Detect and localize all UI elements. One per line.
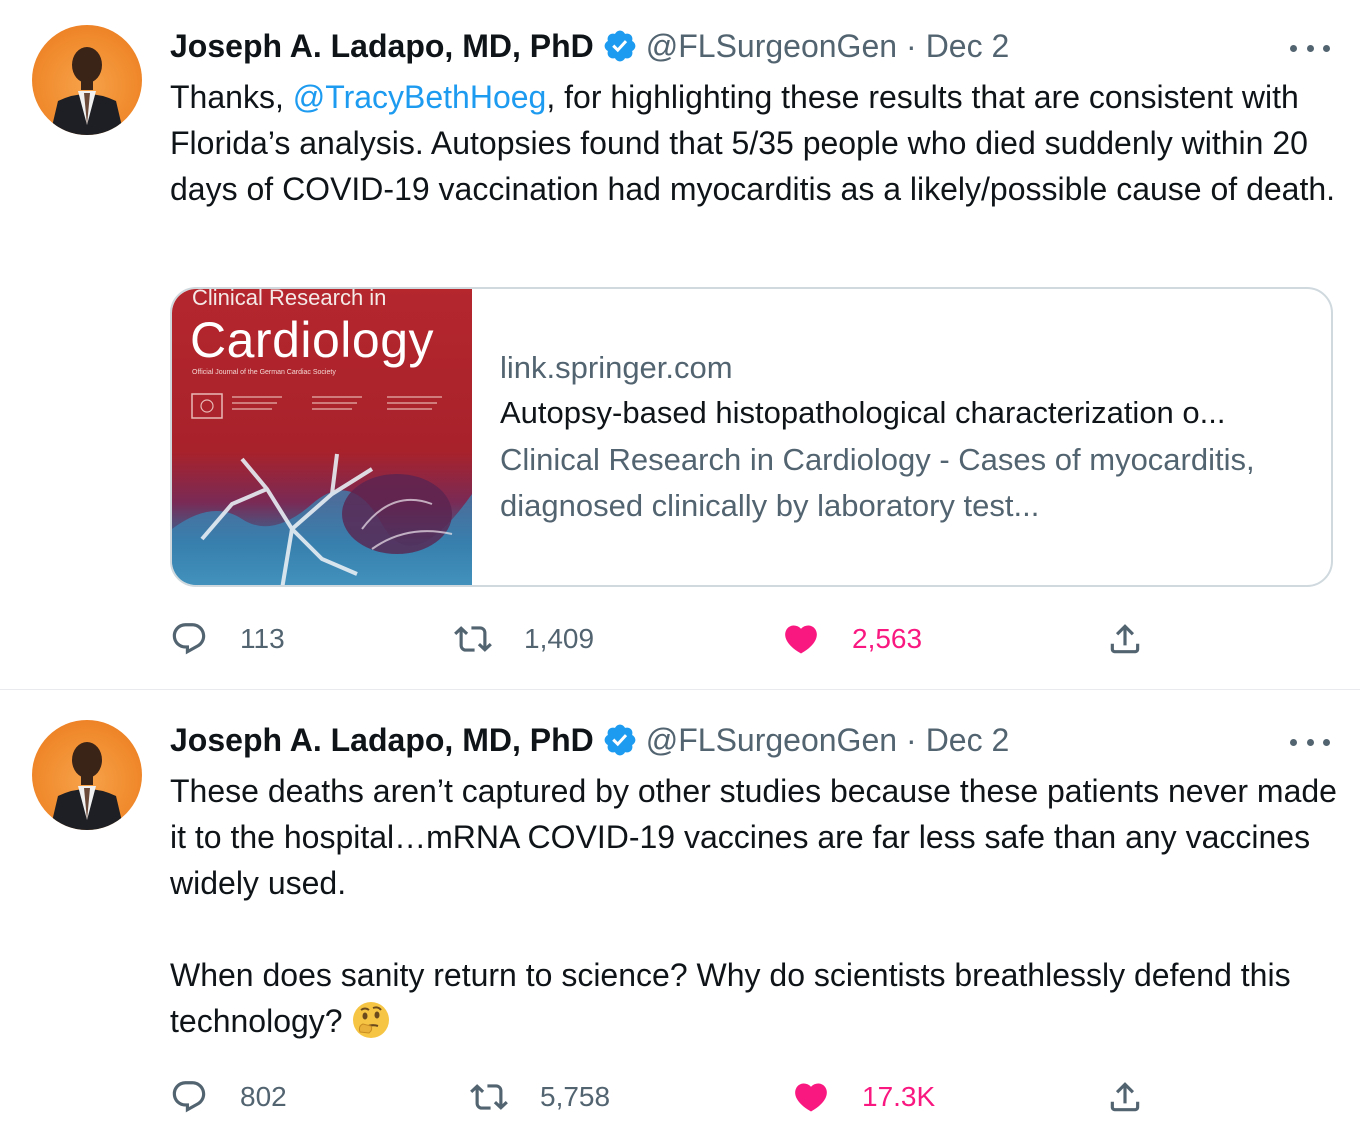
author-name[interactable]: Joseph A. Ladapo, MD, PhD — [170, 721, 594, 758]
retweet-icon — [454, 620, 492, 658]
header-separator: · — [906, 27, 917, 64]
retweet-count: 5,758 — [540, 1081, 611, 1112]
avatar[interactable] — [32, 25, 142, 135]
tweet-actions — [170, 614, 1170, 664]
journal-title: Cardiology — [190, 312, 435, 368]
like-button[interactable] — [792, 1072, 935, 1122]
card-text — [472, 289, 1331, 585]
retweet-icon — [470, 1078, 508, 1116]
verified-badge-icon — [602, 722, 638, 758]
reply-icon — [170, 620, 208, 658]
more-icon[interactable] — [1290, 727, 1330, 757]
mention-link[interactable]: @TracyBethHoeg — [292, 79, 547, 115]
header-separator: · — [906, 721, 917, 758]
reply-button[interactable] — [170, 614, 285, 664]
like-count: 17.3K — [862, 1081, 936, 1112]
reply-icon — [170, 1078, 208, 1116]
tweet-date[interactable]: Dec 2 — [925, 27, 1010, 64]
avatar-portrait — [32, 720, 142, 830]
verified-badge-icon — [602, 28, 638, 64]
tweet-header — [170, 718, 1009, 762]
share-icon — [1106, 1078, 1144, 1116]
card-domain: link.springer.com — [500, 350, 733, 385]
retweet-button[interactable] — [454, 614, 594, 664]
tweet-paragraph-text: When does sanity return to science? Why do scientists breathlessly defend this technology? — [170, 957, 1291, 1039]
journal-tagline: Official Journal of the German Cardiac Society — [192, 369, 336, 376]
author-name[interactable]: Joseph A. Ladapo, MD, PhD — [170, 27, 594, 64]
more-icon[interactable] — [1290, 33, 1330, 63]
share-button[interactable] — [1106, 1072, 1144, 1122]
tweet-text — [170, 74, 1340, 212]
link-preview-card[interactable] — [170, 287, 1333, 587]
tweet-date[interactable]: Dec 2 — [925, 721, 1010, 758]
reply-count: 802 — [240, 1081, 287, 1112]
tweet-text-start: Thanks, — [170, 79, 293, 115]
author-handle[interactable]: @FLSurgeonGen — [645, 27, 898, 64]
reply-count: 113 — [240, 623, 285, 654]
avatar[interactable] — [32, 720, 142, 830]
like-icon — [782, 620, 820, 658]
tweet-paragraph: These deaths aren’t captured by other studies because these patients never made it to the hospital…mRNA COVID-19 vaccines are far less safe than any vaccines widely used. — [170, 773, 1337, 901]
retweet-count: 1,409 — [524, 623, 595, 654]
like-button[interactable] — [782, 614, 922, 664]
tweet-paragraph — [170, 952, 1340, 1044]
reply-button[interactable] — [170, 1072, 287, 1122]
tweet-actions — [170, 1072, 1170, 1122]
retweet-button[interactable] — [470, 1072, 610, 1122]
card-title: Autopsy-based histopathological characterization o... — [500, 395, 1226, 430]
journal-cover-image — [172, 289, 472, 585]
tweet-text-rest: , for highlighting these results that are consistent with Florida’s analysis. Autopsies found that 5/35 people who died suddenly within 20 days of COVID-19 vaccination had myocarditis as a likely/possible cause of death. — [170, 79, 1336, 207]
author-handle[interactable]: @FLSurgeonGen — [645, 721, 898, 758]
like-count: 2,563 — [852, 623, 923, 654]
like-icon — [792, 1078, 830, 1116]
card-description: Clinical Research in Cardiology - Cases of myocarditis, diagnosed clinically by laboratory test... — [500, 442, 1255, 523]
tweet-header — [170, 24, 1009, 68]
share-button[interactable] — [1106, 614, 1144, 664]
avatar-portrait — [32, 25, 142, 135]
tweet-text — [170, 768, 1340, 1044]
share-icon — [1106, 620, 1144, 658]
journal-subtitle: Clinical Research in — [192, 289, 387, 310]
thinking-face-emoji — [351, 1000, 391, 1040]
